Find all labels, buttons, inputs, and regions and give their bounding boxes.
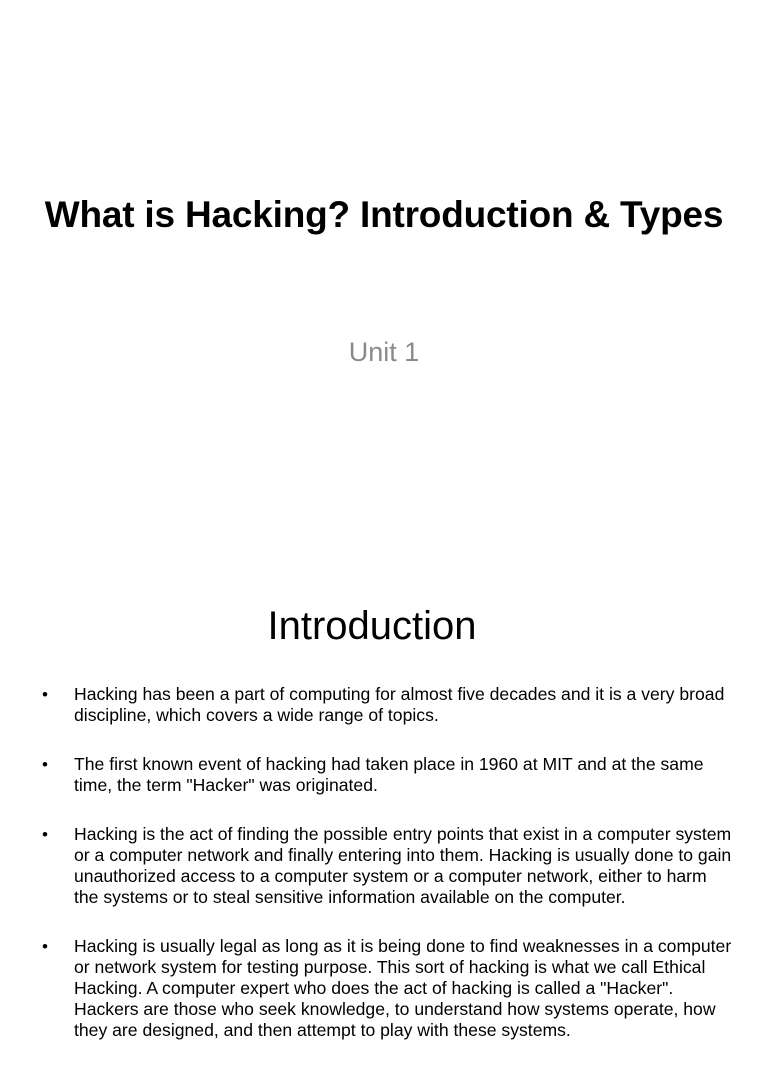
bullet-icon: • xyxy=(42,937,48,956)
bullet-list xyxy=(36,684,736,1069)
slide-title: What is Hacking? Introduction & Types xyxy=(44,194,724,235)
introduction-slide xyxy=(0,576,768,1040)
bullet-icon: • xyxy=(42,755,48,774)
bullet-item xyxy=(36,824,736,908)
slide-subtitle: Unit 1 xyxy=(348,337,420,367)
bullet-text: The first known event of hacking had taken place in 1960 at MIT and at the same time, the term "Hacker" was originated. xyxy=(74,754,704,795)
introduction-heading: Introduction xyxy=(267,604,477,648)
bullet-item xyxy=(36,936,736,1041)
bullet-item xyxy=(36,754,736,796)
bullet-text: Hacking has been a part of computing for almost five decades and it is a very broad discipline, which covers a wide range of topics. xyxy=(74,684,725,725)
bullet-text: Hacking is usually legal as long as it is being done to find weaknesses in a computer or network system for testing purpose. This sort of hacking is what we call Ethical Hacking. A computer expert who does the act of hacking is called a "Hacker". Hackers are those who seek knowledge, to understand how systems operate, how they are designed, and then attempt to play with these systems. xyxy=(74,936,732,1040)
bullet-text: Hacking is the act of finding the possible entry points that exist in a computer system or a computer network and finally entering into them. Hacking is usually done to gain unauthorized access to a computer system or a computer network, either to harm the systems or to steal sensitive information available on the computer. xyxy=(74,824,732,907)
bullet-item xyxy=(36,684,736,726)
bullet-icon: • xyxy=(42,825,48,844)
bullet-icon: • xyxy=(42,685,48,704)
